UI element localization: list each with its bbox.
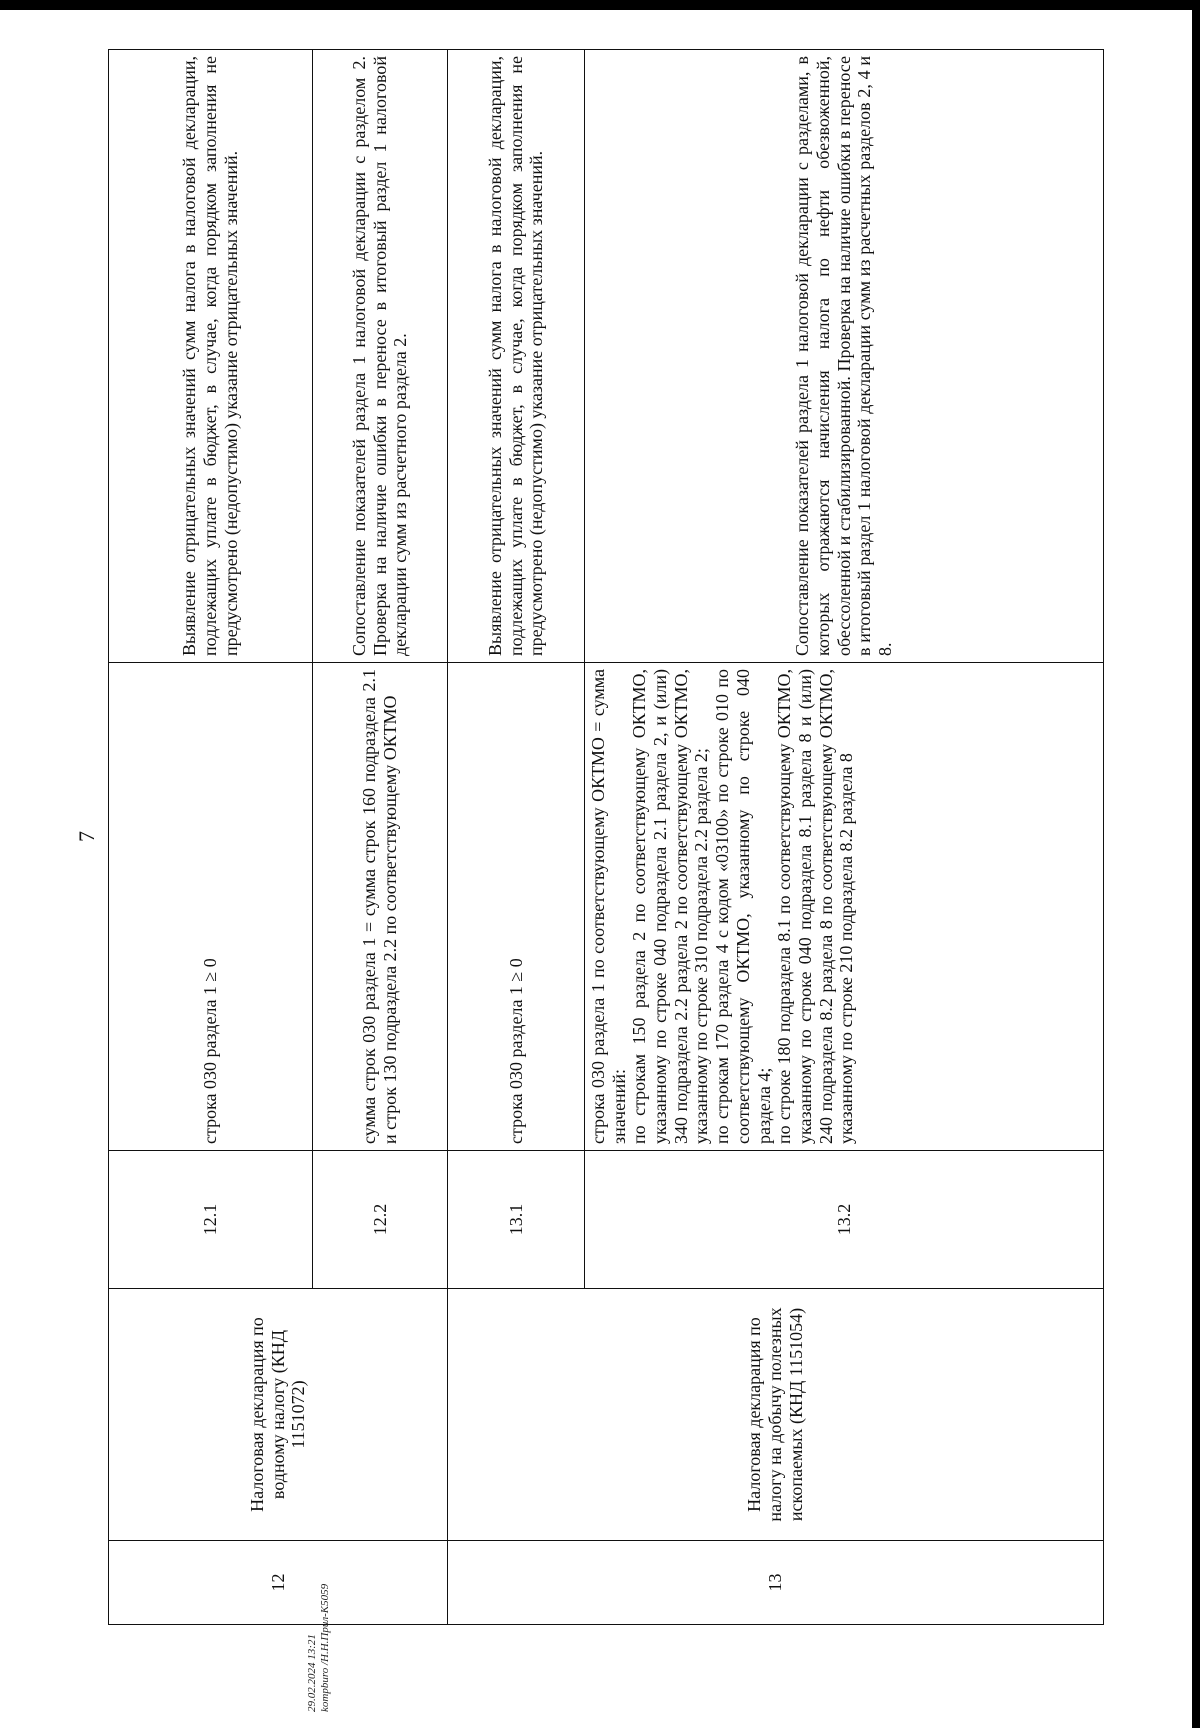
check-code: 12.1	[109, 1151, 313, 1289]
page-number: 7	[74, 831, 99, 842]
footer-file: kompburo /Н.Н.Прил-К5059	[319, 1583, 332, 1712]
formula-line: по строкам 150 раздела 2 по соответствующему ОКТМО, указанному по строке 040 подраздела 2.1 раздела 2, и (или) 340 подраздела 2.2 раздела 2 по соответствующему ОКТМО, указанному по строке 310 подраздела 2.2 раздела 2;	[629, 669, 712, 1144]
row-number: 13	[448, 1541, 1104, 1625]
check-description: Сопоставление показателей раздела 1 налоговой декларации с разделами, в которых отражаются начисления налога по нефти обезвоженной, обессоленной и стабилизированной. Проверка на наличие ошибки в переносе в итоговый раздел 1 налоговой декларации сумм из расчетных разделов 2, 4 и 8.	[585, 50, 1104, 663]
footer-date: 29.02.2024 13:21	[306, 1634, 318, 1712]
check-code: 13.1	[448, 1151, 585, 1289]
table-row	[448, 50, 585, 1625]
check-formula: строка 030 раздела 1 ≥ 0	[448, 663, 585, 1151]
document-name: Налоговая декларация по водному налогу (КНД 1151072)	[109, 1289, 448, 1541]
document-name: Налоговая декларация по налогу на добычу полезных ископаемых (КНД 1151054)	[448, 1289, 1104, 1541]
scan-border-top	[0, 0, 1200, 10]
formula-line: по строке 180 подраздела 8.1 по соответствующему ОКТМО, указанному по строке 040 подраздела 8.1 раздела 8 и (или) 240 подраздела 8.2 раздела 8 по соответствующему ОКТМО, указанному по строке 210 подраздела 8.2 раздела 8	[774, 669, 857, 1144]
check-formula: сумма строк 030 раздела 1 = сумма строк 160 подраздела 2.1 и строк 130 подраздела 2.2 по соответствующему ОКТМО	[313, 663, 448, 1151]
check-formula: строка 030 раздела 1 ≥ 0	[109, 663, 313, 1151]
check-description: Выявление отрицательных значений сумм налога в налоговой декларации, подлежащих уплате в бюджет, в случае, когда порядком заполнения не предусмотрено (недопустимо) указание отрицательных значений.	[109, 50, 313, 663]
footer-stamp	[306, 1512, 332, 1712]
checks-table	[108, 49, 1104, 1625]
formula-line: строка 030 раздела 1 по соответствующему ОКТМО = сумма значений:	[588, 669, 629, 1144]
check-code: 13.2	[585, 1151, 1104, 1289]
row-number: 12	[109, 1541, 448, 1625]
table-row	[109, 50, 313, 1625]
check-code: 12.2	[313, 1151, 448, 1289]
scan-border-right	[1192, 0, 1200, 1728]
formula-line: по строкам 170 раздела 4 с кодом «03100» по строке 010 по соответствующему ОКТМО, указанному по строке 040 раздела 4;	[712, 669, 774, 1144]
check-description: Выявление отрицательных значений сумм налога в налоговой декларации, подлежащих уплате в бюджет, в случае, когда порядком заполнения не предусмотрено (недопустимо) указание отрицательных значений.	[448, 50, 585, 663]
check-formula	[585, 663, 1104, 1151]
check-description: Сопоставление показателей раздела 1 налоговой декларации с разделом 2. Проверка на наличие ошибки в переносе в итоговый раздел 1 налоговой декларации сумм из расчетного раздела 2.	[313, 50, 448, 663]
rotated-table-container	[108, 50, 1104, 1625]
